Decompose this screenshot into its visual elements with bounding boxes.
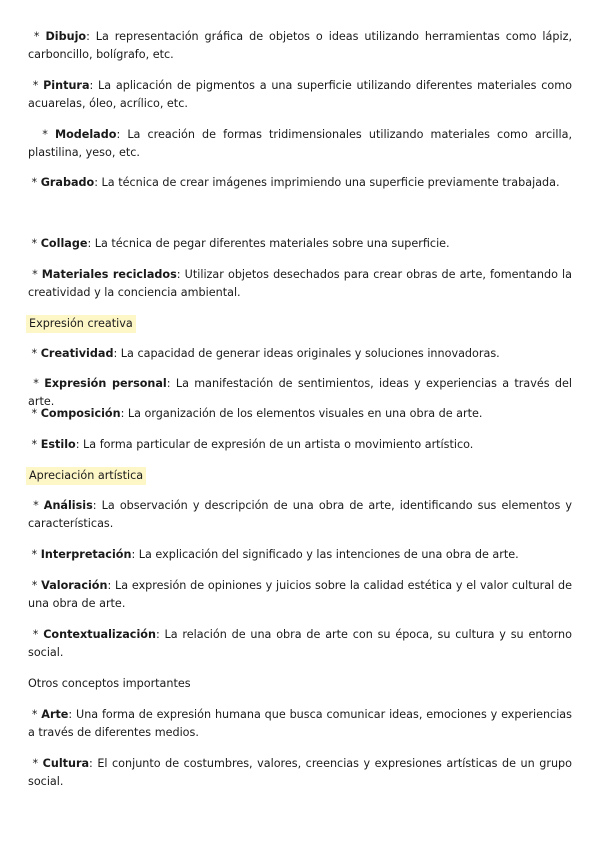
definition: : La representación gráfica de objetos o ideas utilizando herramientas como lápiz, carboncillo, bolígrafo, etc.	[28, 30, 572, 61]
section-heading-apreciacion-artistica: Apreciación artística	[26, 467, 146, 485]
definition: : La aplicación de pigmentos a una superficie utilizando diferentes materiales como acuarelas, óleo, acrílico, etc.	[28, 79, 572, 110]
definition: : La observación y descripción de una obra de arte, identificando sus elementos y características.	[28, 499, 572, 530]
bullet: *	[28, 708, 42, 721]
list-item-valoracion	[28, 577, 572, 613]
list-item-materiales-reciclados	[28, 266, 572, 302]
definition: : La capacidad de generar ideas originales y soluciones innovadoras.	[113, 347, 500, 360]
list-item-composicion	[28, 405, 572, 423]
bullet: *	[28, 548, 41, 561]
bullet: *	[28, 377, 45, 390]
bullet: *	[28, 579, 42, 592]
term: Análisis	[43, 499, 93, 512]
definition: : Utilizar objetos desechados para crear obras de arte, fomentando la creatividad y la conciencia ambiental.	[28, 268, 572, 299]
bullet: *	[28, 79, 44, 92]
list-item-interpretacion	[28, 546, 572, 564]
list-item-arte	[28, 706, 572, 742]
list-item-grabado	[28, 174, 572, 192]
term: Pintura	[43, 79, 90, 92]
definition: : La expresión de opiniones y juicios sobre la calidad estética y el valor cultural de una obra de arte.	[28, 579, 572, 610]
definition: : La organización de los elementos visuales en una obra de arte.	[120, 407, 483, 420]
definition: : El conjunto de costumbres, valores, creencias y expresiones artísticas de un grupo social.	[28, 757, 572, 788]
term: Interpretación	[40, 548, 132, 561]
term: Grabado	[40, 176, 95, 189]
term: Arte	[41, 708, 69, 721]
definition: : La técnica de crear imágenes imprimiendo una superficie previamente trabajada.	[94, 176, 560, 189]
list-item-creatividad	[28, 345, 572, 363]
list-item-estilo	[28, 436, 572, 454]
definition: : Una forma de expresión humana que busca comunicar ideas, emociones y experiencias a través de diferentes medios.	[28, 708, 572, 739]
bullet: *	[28, 407, 41, 420]
bullet: *	[28, 757, 43, 770]
term: Collage	[40, 237, 88, 250]
bullet: *	[28, 30, 46, 43]
bullet: *	[28, 128, 55, 141]
list-item-contextualizacion	[28, 626, 572, 662]
term: Expresión personal	[44, 377, 167, 390]
section-heading-otros-conceptos: Otros conceptos importantes	[28, 677, 191, 690]
term: Creatividad	[40, 347, 114, 360]
definition: : La manifestación de sentimientos, ideas y experiencias a través del arte.	[28, 377, 572, 408]
bullet: *	[28, 628, 44, 641]
term: Estilo	[40, 438, 76, 451]
list-item-cultura	[28, 755, 572, 791]
list-item-pintura	[28, 77, 572, 113]
bullet: *	[28, 268, 42, 281]
list-item-analisis	[28, 497, 572, 533]
definition: : La técnica de pegar diferentes materiales sobre una superficie.	[87, 237, 450, 250]
list-item-dibujo	[28, 28, 572, 64]
term: Valoración	[41, 579, 108, 592]
section-heading-expresion-creativa: Expresión creativa	[26, 315, 136, 333]
term: Materiales reciclados	[41, 268, 177, 281]
term: Cultura	[42, 757, 90, 770]
definition: : La forma particular de expresión de un artista o movimiento artístico.	[75, 438, 474, 451]
term: Contextualización	[43, 628, 156, 641]
term: Composición	[40, 407, 121, 420]
term: Dibujo	[45, 30, 87, 43]
bullet: *	[28, 499, 44, 512]
definition: : La explicación del significado y las intenciones de una obra de arte.	[131, 548, 519, 561]
term: Modelado	[54, 128, 117, 141]
list-item-modelado	[28, 126, 572, 162]
bullet: *	[28, 347, 41, 360]
list-item-collage	[28, 235, 572, 253]
bullet: *	[28, 438, 41, 451]
bullet: *	[28, 176, 41, 189]
definition: : La creación de formas tridimensionales utilizando materiales como arcilla, plastilina, yeso, etc.	[28, 128, 573, 159]
bullet: *	[28, 237, 41, 250]
definition: : La relación de una obra de arte con su época, su cultura y su entorno social.	[28, 628, 572, 659]
